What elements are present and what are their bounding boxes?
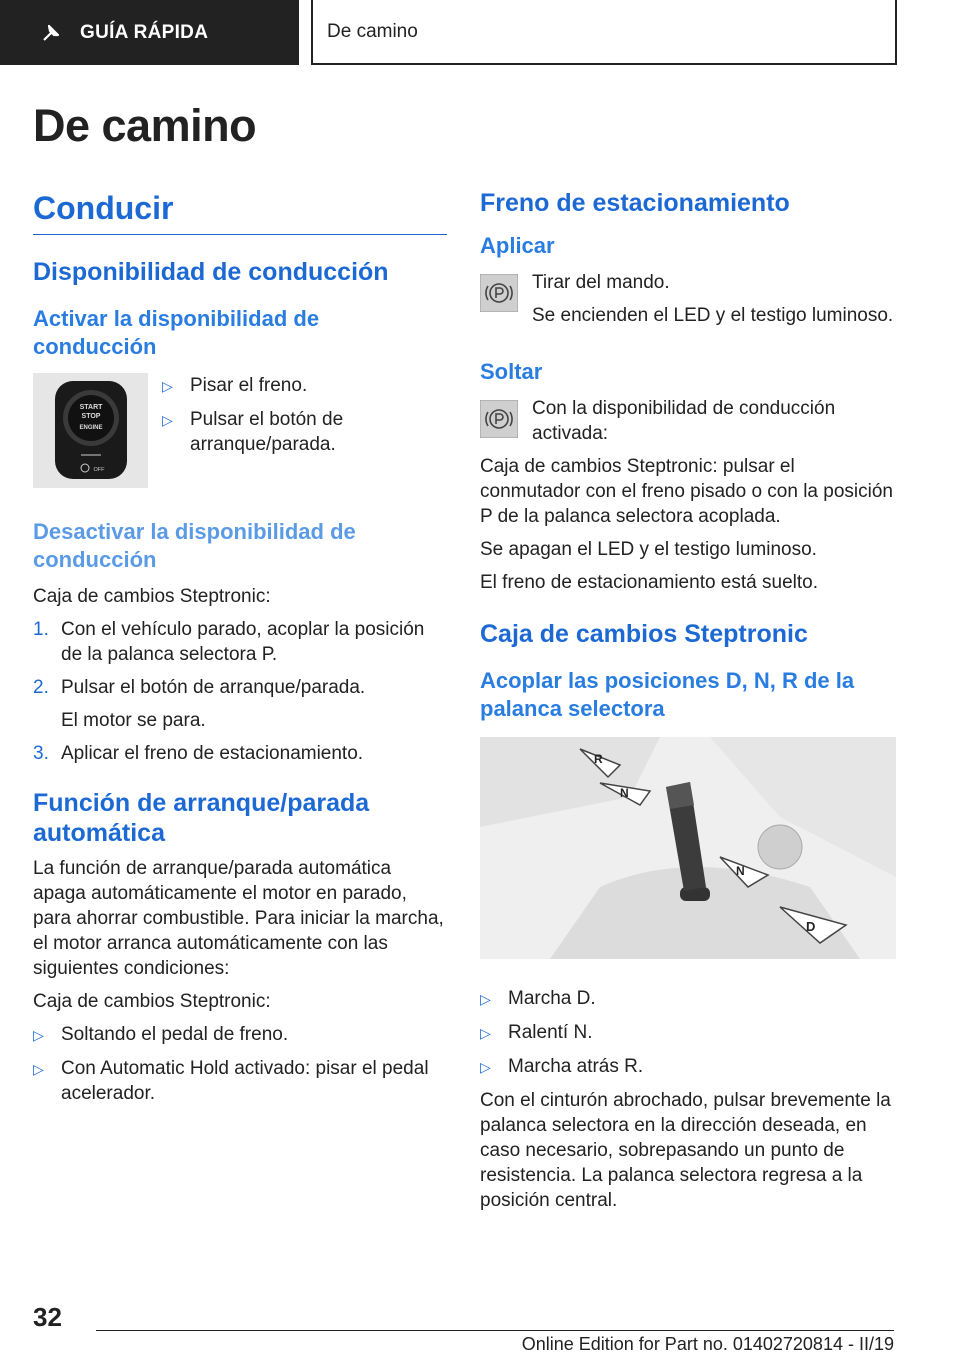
svg-text:N: N bbox=[620, 786, 629, 800]
list-item: ▷ Marcha D. bbox=[480, 988, 596, 1009]
paragraph: La función de arranque/parada automática apaga automáticamente el motor en parado, para ahorrar combustible. Para iniciar la marcha, el motor arranca automáticamente con las siguientes condiciones: bbox=[33, 858, 444, 979]
start-stop-button-image bbox=[33, 373, 148, 488]
list-item: ▷ Marcha atrás R. bbox=[480, 1056, 644, 1077]
svg-text:R: R bbox=[594, 752, 603, 766]
heading-arranque-parada: Función de arranque/parada automática bbox=[33, 789, 370, 847]
left-column bbox=[33, 188, 447, 1114]
list-item: 1. Con el vehículo parado, acoplar la posición de la palanca selectora P. bbox=[33, 619, 425, 665]
list-item: ▷ Soltando el pedal de freno. bbox=[33, 1024, 289, 1045]
paragraph: Caja de cambios Steptronic: bbox=[33, 991, 271, 1012]
gear-selector-image bbox=[480, 737, 896, 959]
paragraph: Se encienden el LED y el testigo luminoso. bbox=[532, 305, 894, 326]
paragraph: Con la disponibilidad de conducción activada: bbox=[532, 398, 836, 444]
svg-text:START: START bbox=[79, 404, 103, 411]
heading-steptronic: Caja de cambios Steptronic bbox=[480, 620, 808, 648]
footer-divider bbox=[96, 1330, 894, 1331]
footer-edition: Online Edition for Part no. 01402720814 - II/19 bbox=[521, 1334, 894, 1354]
svg-text:D: D bbox=[806, 919, 816, 934]
heading-freno: Freno de estacionamiento bbox=[480, 189, 790, 217]
right-column bbox=[480, 188, 896, 1221]
list-item: 3. Aplicar el freno de estacionamiento. bbox=[33, 743, 364, 764]
svg-text:STOP: STOP bbox=[81, 413, 101, 420]
page-title: De camino bbox=[33, 100, 257, 151]
list-item: El motor se para. bbox=[61, 710, 206, 731]
paragraph: Caja de cambios Steptronic: pulsar el conmutador con el freno pisado o con la posición P de la palanca selectora acoplada. bbox=[480, 456, 893, 527]
svg-text:ENGINE: ENGINE bbox=[79, 425, 103, 431]
quick-guide-icon bbox=[40, 22, 62, 44]
heading-aplicar: Aplicar bbox=[480, 233, 555, 258]
svg-text:N: N bbox=[736, 864, 745, 878]
section-heading-conducir: Conducir bbox=[33, 188, 447, 235]
section-tab[interactable] bbox=[0, 0, 299, 65]
page-number: 32 bbox=[33, 1302, 62, 1332]
heading-acoplar: Acoplar las posiciones D, N, R de la palanca selectora bbox=[480, 668, 855, 721]
heading-desactivar: Desactivar la disponibilidad de conducción bbox=[33, 519, 356, 572]
paragraph: El freno de estacionamiento está suelto. bbox=[480, 572, 818, 593]
parking-brake-icon bbox=[480, 400, 518, 438]
list-item: 2. Pulsar el botón de arranque/parada. bbox=[33, 677, 366, 698]
heading-soltar: Soltar bbox=[480, 359, 543, 384]
parking-brake-icon bbox=[480, 274, 518, 312]
section-tab-label: GUÍA RÁPIDA bbox=[80, 21, 209, 43]
chapter-tab-label: De camino bbox=[327, 20, 418, 42]
svg-text:OFF: OFF bbox=[93, 467, 105, 473]
list-item: ▷ Ralentí N. bbox=[480, 1022, 593, 1043]
list-item: ▷ Pisar el freno. bbox=[162, 375, 308, 396]
list-item: ▷ Con Automatic Hold activado: pisar el pedal acelerador. bbox=[33, 1058, 429, 1104]
paragraph: Con el cinturón abrochado, pulsar brevemente la palanca selectora en la dirección deseada, en caso necesario, sobrepasando un punto de resistencia. La palanca selectora regresa a la posición central. bbox=[480, 1090, 891, 1211]
chapter-tab[interactable] bbox=[311, 0, 897, 65]
list-item: ▷ Pulsar el botón de arranque/parada. bbox=[162, 409, 344, 455]
paragraph: Caja de cambios Steptronic: bbox=[33, 586, 271, 607]
paragraph: Se apagan el LED y el testigo luminoso. bbox=[480, 539, 817, 560]
heading-activar: Activar la disponibilidad de conducción bbox=[33, 306, 320, 359]
paragraph: Tirar del mando. bbox=[532, 272, 670, 293]
heading-disponibilidad: Disponibilidad de conducción bbox=[33, 258, 389, 286]
